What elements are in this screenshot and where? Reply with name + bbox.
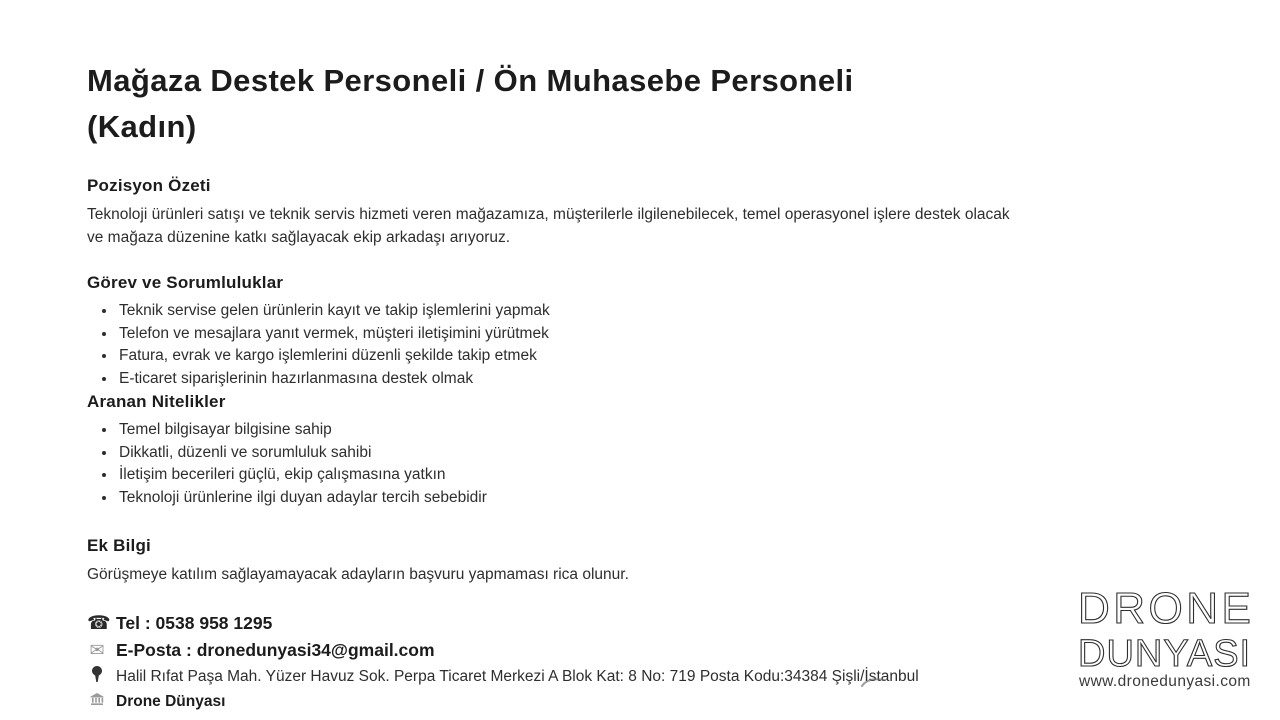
list-item: • Fatura, evrak ve kargo işlemlerini düzenli şekilde takip etmek	[117, 345, 1015, 368]
section-additional-info	[87, 536, 1015, 586]
list-item: • E-ticaret siparişlerinin hazırlanmasına destek olmak	[117, 368, 1015, 391]
location-pin-icon	[87, 666, 107, 688]
section-heading-qualifications: Aranan Nitelikler	[87, 392, 226, 411]
duties-list	[87, 300, 1015, 390]
section-heading-position-summary: Pozisyon Özeti	[87, 176, 211, 195]
list-item: • Teknik servise gelen ürünlerin kayıt ve takip işlemlerini yapmak	[117, 300, 1015, 323]
document-content	[87, 58, 1015, 713]
envelope-icon: ✉	[89, 639, 105, 661]
list-item: • Telefon ve mesajlara yanıt vermek, müşteri iletişimini yürütmek	[117, 323, 1015, 346]
email-address: E-Posta : dronedunyasi34@gmail.com	[116, 640, 435, 660]
logo-website: www.dronedunyasi.com	[1079, 673, 1251, 690]
pen-mark	[860, 676, 890, 690]
contact-row-email	[87, 637, 1015, 664]
additional-info-text: Görüşmeye katılım sağlayamayacak adayların başvuru yapmaması rica olunur.	[87, 566, 629, 583]
phone-number: Tel : 0538 958 1295	[116, 613, 273, 633]
logo-line1: DRONE	[1078, 586, 1255, 633]
section-heading-additional-info: Ek Bilgi	[87, 536, 151, 555]
qualifications-list	[87, 419, 1015, 509]
list-item: • Teknoloji ürünlerine ilgi duyan adaylar tercih sebebidir	[117, 487, 1015, 510]
section-qualifications	[87, 392, 1015, 509]
contact-row-company	[87, 690, 1015, 713]
section-heading-duties: Görev ve Sorumluluklar	[87, 273, 284, 292]
list-item: • İletişim becerileri güçlü, ekip çalışmasına yatkın	[117, 464, 1015, 487]
page-title-line2: (Kadın)	[87, 109, 197, 144]
page-title-line1: Mağaza Destek Personeli / Ön Muhasebe Personeli	[87, 63, 854, 98]
position-summary-text: Teknoloji ürünleri satışı ve teknik servis hizmeti veren mağazamıza, müşterilerle ilgilenebilecek, temel operasyonel işlere destek olacak ve mağaza düzenine katkı sağlayacak ekip arkadaşı arıyoruz.	[87, 206, 1010, 246]
company-logo	[1078, 586, 1278, 701]
section-duties	[87, 273, 1015, 390]
contact-row-phone	[87, 610, 1015, 637]
phone-icon: ☎	[87, 612, 111, 634]
section-position-summary	[87, 176, 1015, 249]
page-title	[87, 58, 1015, 150]
company-name: Drone Dünyası	[116, 692, 226, 710]
logo-line2: DUNYASI	[1078, 633, 1252, 675]
contact-block	[87, 610, 1015, 713]
list-item: • Dikkatli, düzenli ve sorumluluk sahibi	[117, 442, 1015, 465]
building-icon	[87, 692, 107, 711]
list-item: • Temel bilgisayar bilgisine sahip	[117, 419, 1015, 442]
address-text: Halil Rıfat Paşa Mah. Yüzer Havuz Sok. Perpa Ticaret Merkezi A Blok Kat: 8 No: 719 Posta Kodu:34384 Şişli/İstanbul	[116, 668, 919, 685]
